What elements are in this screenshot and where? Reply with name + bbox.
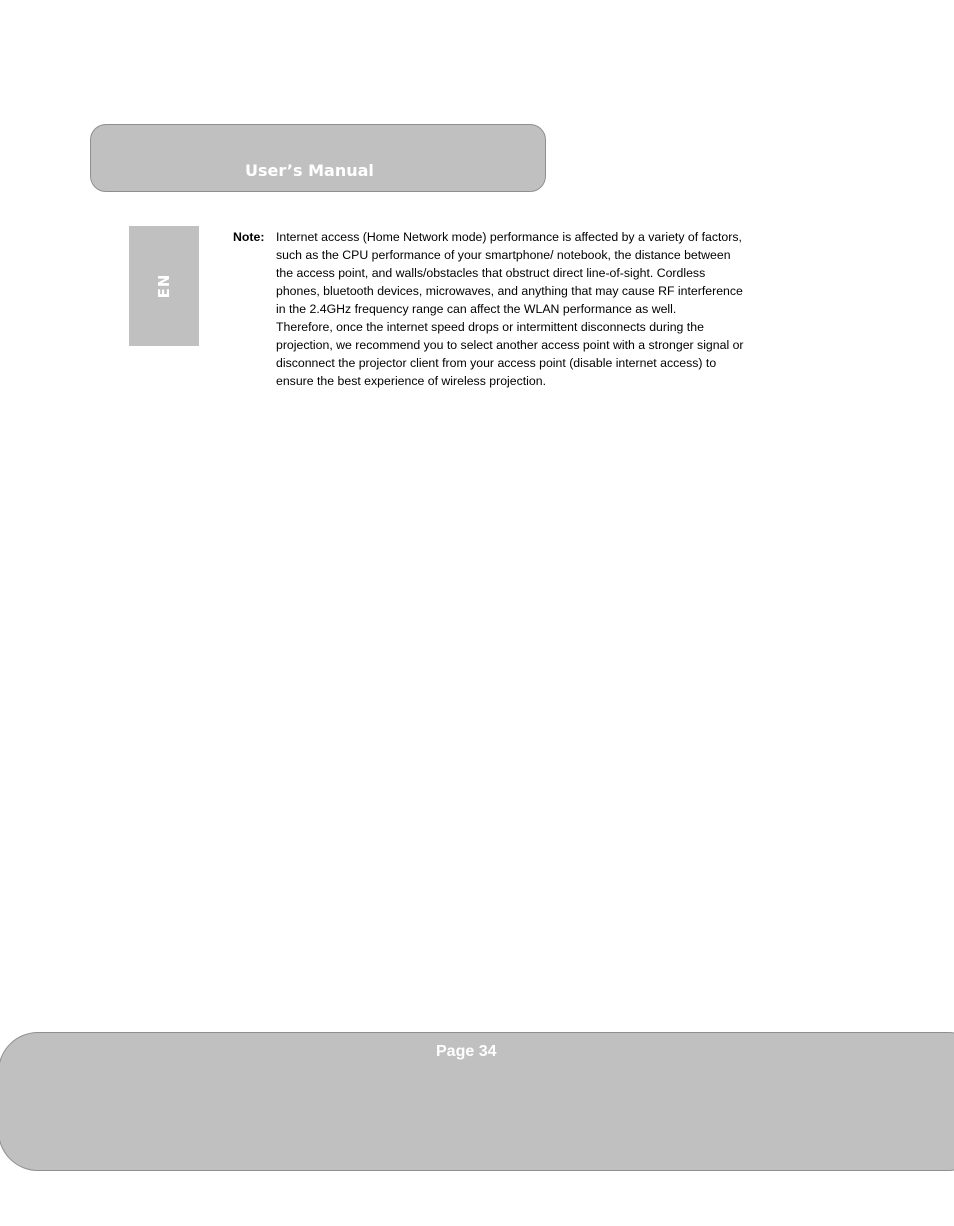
page-number: Page 34 [436, 1043, 497, 1060]
footer-bar [0, 1032, 954, 1171]
manual-title: User’s Manual [245, 161, 374, 180]
language-tab [129, 226, 199, 346]
note-paragraph-1: Internet access (Home Network mode) performance is affected by a variety of factors, such as the CPU performance of your smartphone/ notebook, the distance between the access point, and walls/obstacles that obstruct direct line-of-sight. Cordless phones, bluetooth devices, microwaves, and anything that may cause RF interference in the 2.4GHz frequency range can affect the WLAN performance as well. [276, 230, 743, 316]
note-paragraph-2: Therefore, once the internet speed drops or intermittent disconnects during the projection, we recommend you to select another access point with a stronger signal or disconnect the projector client from your access point (disable internet access) to ensure the best experience of wireless projection. [276, 320, 744, 388]
note-text [276, 228, 746, 390]
note-label: Note: [233, 230, 265, 244]
language-label: EN [155, 273, 173, 299]
header-tab [90, 124, 546, 192]
